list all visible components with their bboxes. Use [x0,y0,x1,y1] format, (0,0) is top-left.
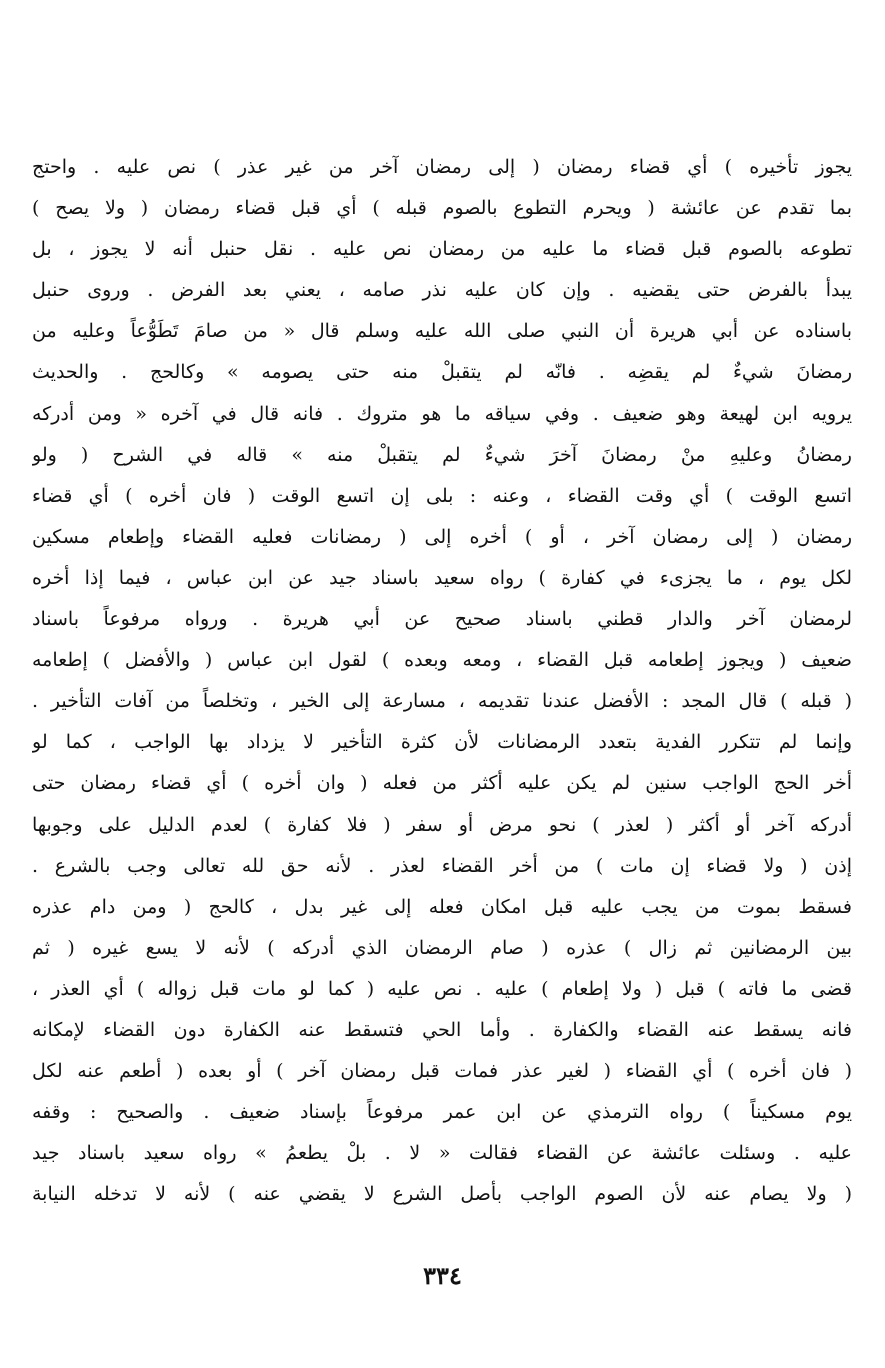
text-line: بما تقدم عن عائشة ( ويحرم التطوع بالصوم قبله ) أي قبل قضاء رمضان ( ولا يصح ) [32,197,852,220]
text-line: ( ولا يصام عنه لأن الصوم الواجب بأصل الشرع لا يقضي عنه ) لأنه لا تدخله النيابة [32,1183,852,1206]
text-line: وإنما لم تتكرر الفدية بتعدد الرمضانات لأن كثرة التأخير لا يزداد بها الواجب ، كما لو [32,731,852,754]
text-line: يبدأ بالفرض حتى يقضيه . وإن كان عليه نذر صامه ، يعني بعد الفرض . وروى حنبل [32,279,852,302]
text-line: رمضانَ شيءٌ لم يقضِه . فانّه لم يتقبلْ منه حتى يصومه » وكالحج . والحديث [32,361,852,384]
text-line: فسقط بموت من يجب عليه قبل امكان فعله إلى غير بدل ، كالحج ( ومن دام عذره [32,895,852,918]
text-line: يرويه ابن لهيعة وهو ضعيف . وفي سياقه ما هو متروك . فانه قال في آخره « ومن أدركه [32,402,852,425]
text-line: إذن ( ولا قضاء إن مات ) من أخر القضاء لعذر . لأنه حق لله تعالى وجب بالشرع . [32,854,852,877]
text-line: قضى ما فاته ) قبل ( ولا إطعام ) عليه . نص عليه ( كما لو مات قبل زواله ) أي العذر ، [32,977,852,1000]
text-line: عليه . وسئلت عائشة عن القضاء فقالت « لا . بلْ يطعمُ » رواه سعيد باسناد جيد [32,1142,852,1165]
text-line: باسناده عن أبي هريرة أن النبي صلى الله عليه وسلم قال « من صامَ تَطَوُّعاً وعليه من [32,320,852,343]
text-line: أخر الحج الواجب سنين لم يكن عليه أكثر من فعله ( وان أخره ) أي قضاء رمضان حتى [32,772,852,795]
text-line: يجوز تأخيره ) أي قضاء رمضان ( إلى رمضان آخر من غير عذر ) نص عليه . واحتج [32,156,852,178]
text-line: فانه يسقط عنه القضاء والكفارة . وأما الحي فتسقط عنه الكفارة دون القضاء لإمكانه [32,1018,852,1041]
text-line: تطوعه بالصوم قبل قضاء ما عليه من رمضان نص عليه . نقل حنبل أنه لا يجوز ، بل [32,238,852,261]
text-line: ( قبله ) قال المجد : الأفضل عندنا تقديمه ، مسارعة إلى الخير ، وتخلصاً من آفات التأخير . [32,690,852,713]
text-line: أدركه آخر أو أكثر ( لعذر ) نحو مرض أو سفر ( فلا كفارة ) لعدم الدليل على وجوبها [32,813,852,836]
text-line: لكل يوم ، ما يجزىء في كفارة ) رواه سعيد باسناد جيد عن ابن عباس ، فيما إذا أخره [32,566,852,589]
text-line: رمضان ( إلى رمضان آخر ، أو ) أخره إلى ( رمضانات فعليه القضاء وإطعام مسكين [32,525,852,548]
text-line: يوم مسكيناً ) رواه الترمذي عن ابن عمر مرفوعاً بإسناد ضعيف . والصحيح : وقفه [32,1101,852,1124]
text-line: ( فان أخره ) أي القضاء ( لغير عذر فمات قبل رمضان آخر ) أو بعده ( أطعم عنه لكل [32,1060,852,1083]
text-line: لرمضان آخر والدار قطني باسناد صحيح عن أبي هريرة . ورواه مرفوعاً باسناد [32,608,852,631]
text-line: اتسع الوقت ) أي وقت القضاء ، وعنه : بلى إن اتسع الوقت ( فان أخره ) أي قضاء [32,484,852,507]
page-number: ٣٣٤ [423,1261,462,1290]
text-line: بين الرمضانين ثم زال ) عذره ( صام الرمضان الذي أدركه ) لأنه لا يسع غيره ( ثم [32,936,852,959]
body-text [32,147,852,1215]
text-line: ضعيف ( ويجوز إطعامه قبل القضاء ، ومعه وبعده ) لقول ابن عباس ( والأفضل ) إطعامه [32,649,852,672]
text-line: رمضانُ وعليهِ منْ رمضانَ آخرَ شيءٌ لم يتقبلْ منه » قاله في الشرح ( ولو [32,443,852,466]
